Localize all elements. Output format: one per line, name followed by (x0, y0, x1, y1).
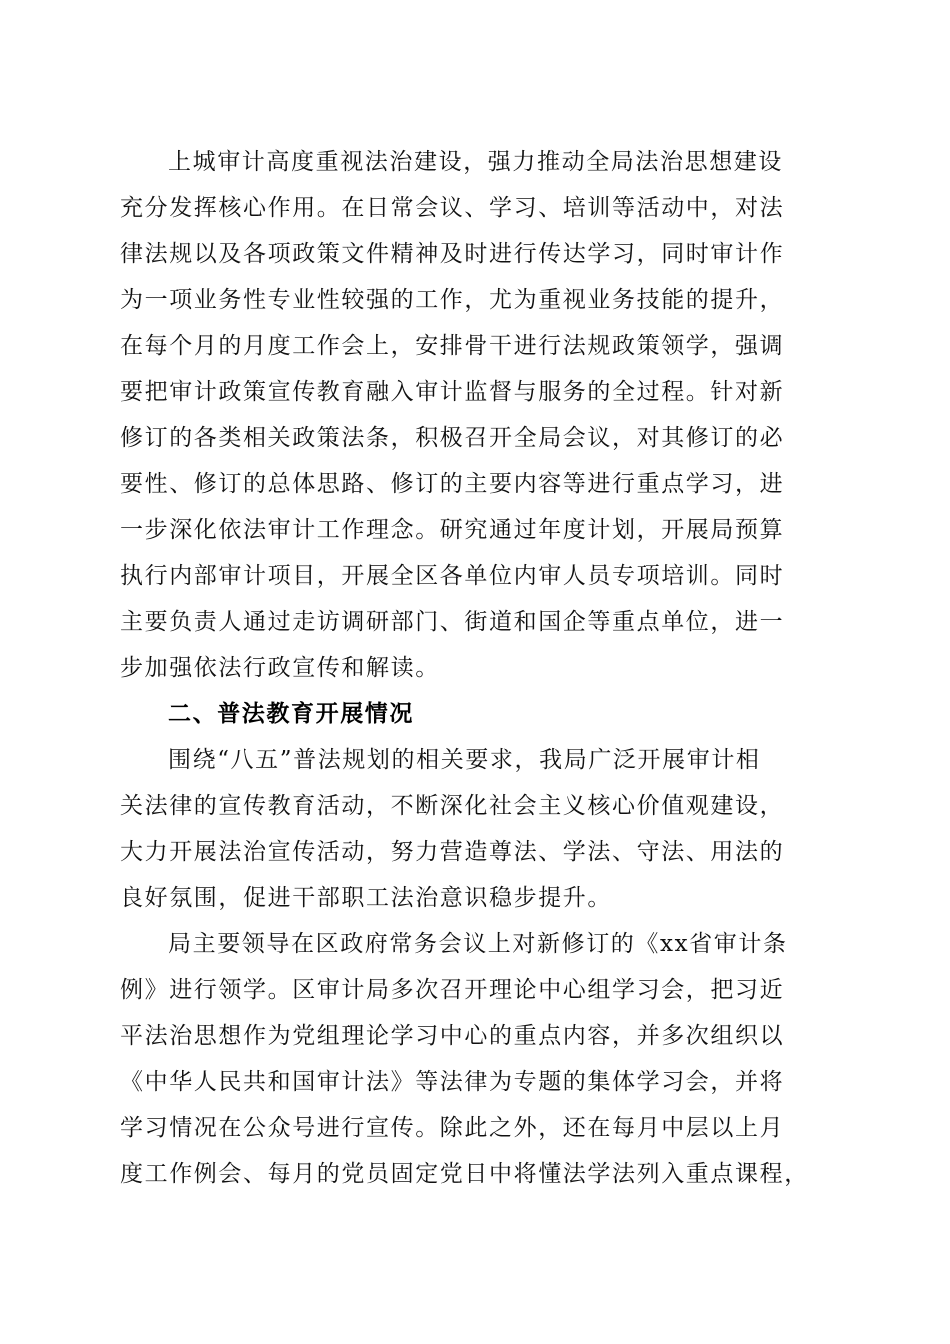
text-line: 修订的各类相关政策法条，积极召开全局会议，对其修订的必 (120, 425, 785, 451)
text-line: 律法规以及各项政策文件精神及时进行传达学习，同时审计作 (120, 241, 785, 267)
text-line: 要性、修订的总体思路、修订的主要内容等进行重点学习，进 (120, 471, 785, 497)
text-line: 在每个月的月度工作会上，安排骨干进行法规政策领学，强调 (120, 333, 785, 359)
text-line: 执行内部审计项目，开展全区各单位内审人员专项培训。同时 (120, 563, 785, 589)
text-line: 局主要领导在区政府常务会议上对新修订的《xx省审计条 (168, 931, 788, 957)
text-line: 关法律的宣传教育活动，不断深化社会主义核心价值观建设， (120, 793, 785, 819)
text-line: 度工作例会、每月的党员固定党日中将懂法学法列入重点课程， (120, 1161, 809, 1187)
text-line: 主要负责人通过走访调研部门、街道和国企等重点单位，进一 (120, 609, 785, 635)
text-line: 一步深化依法审计工作理念。研究通过年度计划，开展局预算 (120, 517, 785, 543)
text-line: 良好氛围，促进干部职工法治意识稳步提升。 (120, 885, 612, 911)
text-line: 平法治思想作为党组理论学习中心的重点内容，并多次组织以 (120, 1023, 785, 1049)
paragraph-legal-education (120, 737, 830, 921)
section-heading: 二、普法教育开展情况 (168, 701, 414, 727)
text-line: 要把审计政策宣传教育融入审计监督与服务的全过程。针对新 (120, 379, 785, 405)
text-line: 充分发挥核心作用。在日常会议、学习、培训等活动中，对法 (120, 195, 785, 221)
text-line: 例》进行领学。区审计局多次召开理论中心组学习会，把习近 (120, 977, 785, 1003)
text-line: 为一项业务性专业性较强的工作，尤为重视业务技能的提升， (120, 287, 785, 313)
document-body (120, 139, 830, 1197)
text-line: 《中华人民共和国审计法》等法律为专题的集体学习会，并将 (120, 1069, 785, 1095)
text-line: 围绕“八五”普法规划的相关要求，我局广泛开展审计相 (168, 747, 761, 773)
text-line: 学习情况在公众号进行宣传。除此之外，还在每月中层以上月 (120, 1115, 785, 1141)
text-line: 大力开展法治宣传活动，努力营造尊法、学法、守法、用法的 (120, 839, 785, 865)
text-line: 步加强依法行政宣传和解读。 (120, 655, 440, 681)
paragraph-legal-construction (120, 139, 830, 691)
paragraph-leadership-study (120, 921, 830, 1197)
text-line: 上城审计高度重视法治建设，强力推动全局法治思想建设 (168, 149, 783, 175)
